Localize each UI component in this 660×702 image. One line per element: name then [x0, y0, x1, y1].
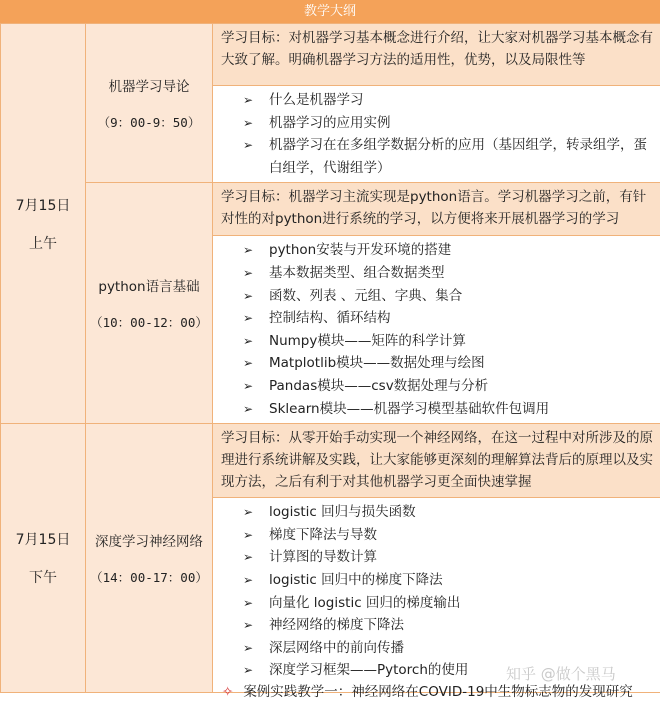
topic-item: ➢ 深度学习框架——Pytorch的使用: [243, 659, 656, 682]
case-study-line: [222, 682, 633, 702]
topic-item: ➢ Pandas模块——csv数据处理与分析: [243, 375, 656, 398]
arrow-bullet-icon: ➢: [243, 311, 254, 326]
topic-item: ➢ Numpy模块——矩阵的科学计算: [243, 330, 656, 353]
topic-item: ➢ 神经网络的梯度下降法: [243, 614, 656, 637]
syllabus-header: 教学大纲: [0, 0, 660, 23]
arrow-bullet-icon: ➢: [243, 93, 254, 107]
topic-list: [213, 89, 656, 179]
arrow-bullet-icon: ➢: [243, 356, 254, 371]
topic-item: ➢ 计算图的导数计算: [243, 546, 656, 569]
session-goal: 学习目标：从零开始手动实现一个神经网络，在这一过程中对所涉及的原理进行系统讲解及实践，让大家能够更深刻的理解算法背后的原理以及实现方法，之后有利于对其他机器学习更全面快速掌握: [213, 424, 660, 498]
topic-item: ➢ logistic 回归中的梯度下降法: [243, 569, 656, 592]
session-title: python语言基础: [98, 279, 200, 296]
session-time: （10：00-12：00）: [90, 315, 208, 331]
topic-item: ➢ 函数、列表 、元组、字典、集合: [243, 285, 656, 308]
topic-item: ➢ 机器学习在在多组学数据分析的应用（基因组学，转录组学，蛋白组学，代谢组学）: [243, 134, 656, 179]
arrow-bullet-icon: ➢: [243, 378, 254, 393]
session-intro-cell: [86, 24, 213, 183]
arrow-bullet-icon: ➢: [243, 640, 254, 655]
arrow-bullet-icon: ➢: [243, 401, 254, 416]
topic-item: ➢ 基本数据类型、组合数据类型: [243, 262, 656, 285]
syllabus-table: [0, 23, 660, 693]
arrow-bullet-icon: ➢: [243, 505, 254, 520]
arrow-bullet-icon: ➢: [243, 572, 254, 587]
topic-item: ➢ Sklearn模块——机器学习模型基础软件包调用: [243, 398, 656, 421]
arrow-bullet-icon: ➢: [243, 663, 254, 678]
diamond-star-icon: ✧: [222, 684, 234, 700]
topic-item: ➢ python安装与开发环境的搭建: [243, 239, 656, 262]
arrow-bullet-icon: ➢: [243, 115, 254, 130]
day-period: 下午: [29, 570, 57, 587]
arrow-bullet-icon: ➢: [243, 243, 254, 258]
session-goal: 学习目标：机器学习主流实现是python语言。学习机器学习之前，有针对性的对python进行系统的学习，以方便将来开展机器学习的学习: [213, 183, 660, 236]
topic-item: ➢ 深层网络中的前向传播: [243, 637, 656, 660]
watermark: 知乎 @做个黑马: [506, 665, 616, 683]
arrow-bullet-icon: ➢: [243, 618, 254, 633]
topic-item: ➢ 什么是机器学习: [243, 89, 656, 112]
topic-list: [213, 501, 656, 682]
session-python-cell: [86, 183, 213, 424]
session-time: （14：00-17：00）: [90, 570, 208, 586]
topic-list-cell: [213, 86, 660, 183]
topic-list: [213, 239, 656, 420]
topic-item: ➢ 控制结构、循环结构: [243, 307, 656, 330]
case-study-text: 案例实践教学一：神经网络在COVID-19中生物标志物的发现研究: [243, 684, 633, 700]
arrow-bullet-icon: ➢: [243, 288, 254, 303]
arrow-bullet-icon: ➢: [243, 138, 254, 153]
session-deep-learning-cell: [86, 424, 213, 693]
session-title: 机器学习导论: [108, 79, 190, 96]
arrow-bullet-icon: ➢: [243, 595, 254, 610]
day-date: 7月15日: [15, 197, 71, 214]
arrow-bullet-icon: ➢: [243, 550, 254, 565]
topic-item: ➢ 机器学习的应用实例: [243, 112, 656, 135]
topic-item: ➢ Matplotlib模块——数据处理与绘图: [243, 352, 656, 375]
topic-item: ➢ 梯度下降法与导数: [243, 524, 656, 547]
arrow-bullet-icon: ➢: [243, 265, 254, 280]
topic-list-cell: [213, 236, 660, 424]
session-title: 深度学习神经网络: [95, 534, 203, 551]
day-afternoon-cell: [1, 424, 86, 693]
session-time: （9：00-9：50）: [97, 115, 201, 131]
day-period: 上午: [29, 235, 57, 252]
day-date: 7月15日: [15, 532, 71, 549]
day-morning-cell: [1, 24, 86, 424]
topic-item: ➢ 向量化 logistic 回归的梯度输出: [243, 592, 656, 615]
topic-item: ➢ logistic 回归与损失函数: [243, 501, 656, 524]
arrow-bullet-icon: ➢: [243, 527, 254, 542]
session-goal: 学习目标：对机器学习基本概念进行介绍，让大家对机器学习基本概念有大致了解。明确机器学习方法的适用性，优势，以及局限性等: [213, 24, 660, 86]
arrow-bullet-icon: ➢: [243, 333, 254, 348]
